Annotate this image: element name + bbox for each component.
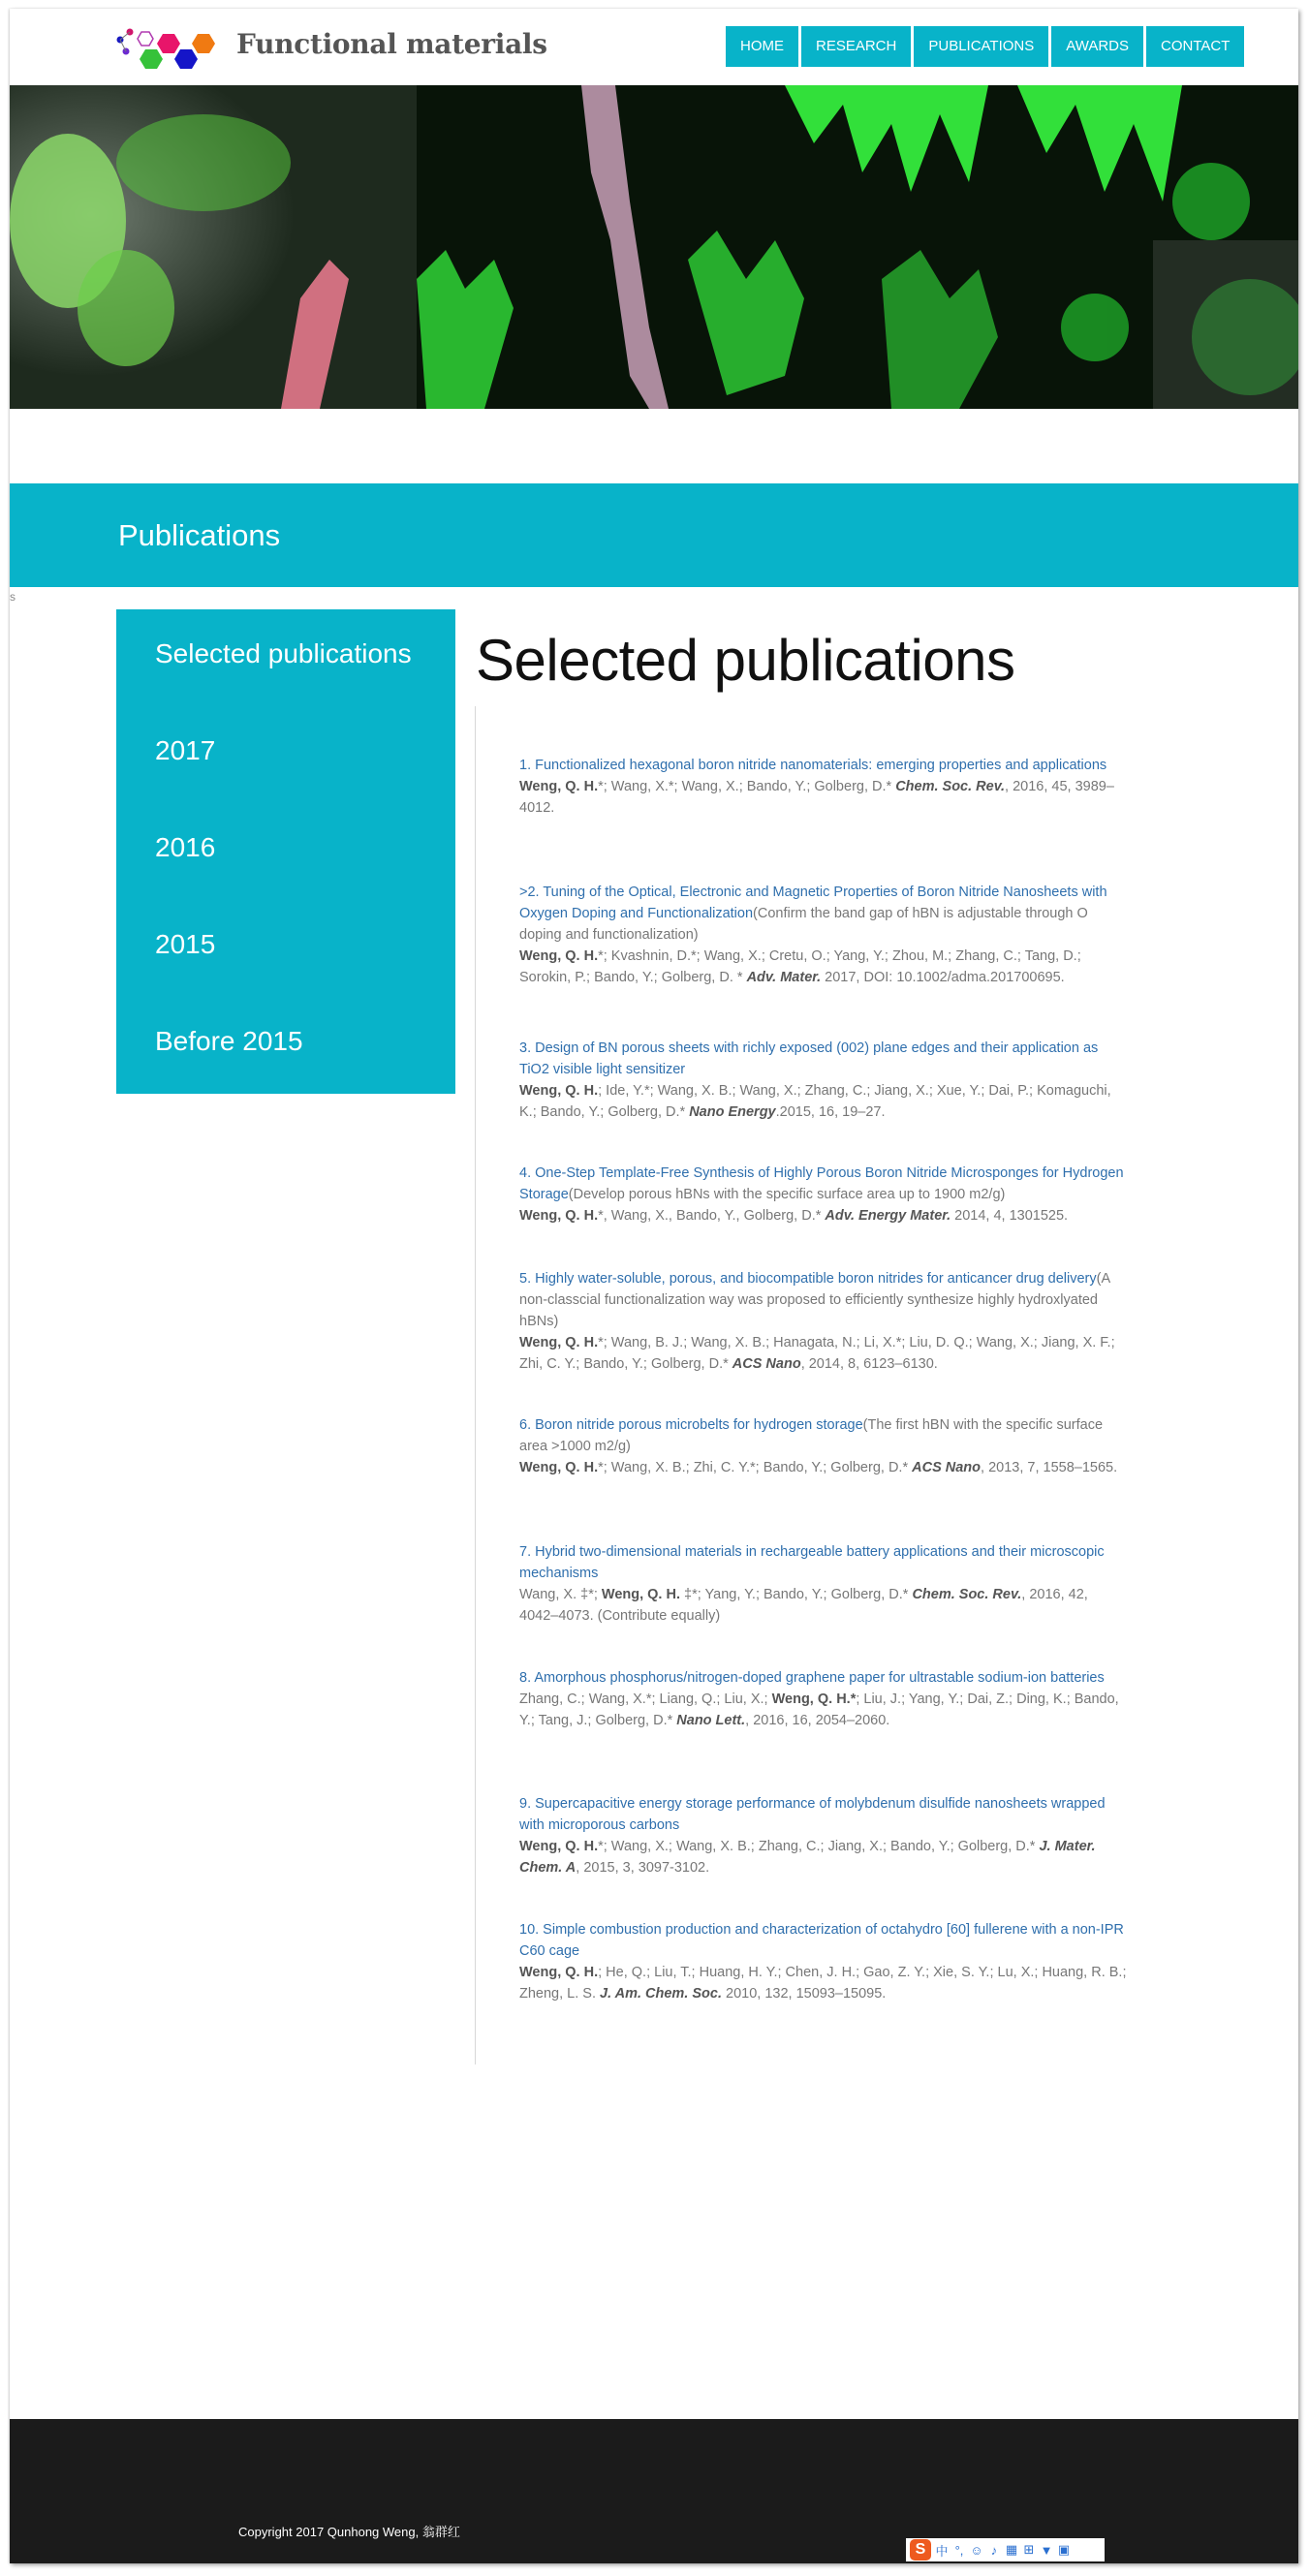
journal-name: ACS Nano xyxy=(912,1460,982,1475)
authors-prefix: Zhang, C.; Wang, X.*; Liang, Q.; Liu, X.; xyxy=(519,1691,772,1707)
publication-title-link[interactable]: 9. Supercapacitive energy storage performance of molybdenum disulfide nanosheets wrapped with microporous carbons xyxy=(519,1796,1106,1833)
publication-title-link[interactable]: 8. Amorphous phosphorus/nitrogen-doped graphene paper for ultrastable sodium-ion batteries xyxy=(519,1670,1105,1686)
authors: ; He, Q.; Liu, T.; Huang, H. Y.; Chen, J. H.; Gao, Z. Y.; Xie, S. Y.; Lu, X.; Huang, R. B.; Zheng, L. S. xyxy=(519,1965,1127,2002)
sidebar-item-2015[interactable]: 2015 xyxy=(155,929,216,959)
citation: , 2014, 8, 6123–6130. xyxy=(800,1356,938,1372)
journal-name: Nano Lett. xyxy=(676,1713,746,1728)
sidebar-item-before-2015[interactable]: Before 2015 xyxy=(155,1026,303,1056)
ime-toolbar[interactable] xyxy=(906,2538,1105,2561)
sidebar-item-2017[interactable]: 2017 xyxy=(155,735,216,765)
authors: *; Wang, X.*; Wang, X.; Bando, Y.; Golberg, D.* xyxy=(598,779,896,794)
publication-item xyxy=(519,1163,1130,1226)
citation: 2017, DOI: 10.1002/adma.201700695. xyxy=(821,970,1065,985)
author-highlight: Weng, Q. H. xyxy=(519,1839,599,1854)
page-frame xyxy=(10,9,1298,2563)
publication-item xyxy=(519,1667,1130,1731)
sidebar-item-selected-publications[interactable]: Selected publications xyxy=(155,638,412,668)
site-footer xyxy=(10,2419,1298,2563)
journal-name: Chem. Soc. Rev. xyxy=(912,1587,1022,1602)
sogou-ime-icon[interactable]: S xyxy=(910,2539,931,2560)
publication-title-link[interactable]: 7. Hybrid two-dimensional materials in rechargeable battery applications and their microscopic mechanisms xyxy=(519,1544,1105,1581)
journal-name: Nano Energy xyxy=(689,1104,776,1120)
toolbox-icon[interactable]: ⊞ xyxy=(1023,2542,1035,2557)
author-highlight: Weng, Q. H. xyxy=(519,948,599,964)
journal-name: J. Am. Chem. Soc. xyxy=(600,1986,722,2002)
citation: , 2016, 45, 3989–4012. xyxy=(519,779,1114,816)
content-divider xyxy=(475,706,476,2064)
citation: 2010, 132, 15093–15095. xyxy=(722,1986,887,2002)
citation: , 2016, 16, 2054–2060. xyxy=(745,1713,890,1728)
journal-name: ACS Nano xyxy=(732,1356,801,1372)
citation: , 2015, 3, 3097-3102. xyxy=(576,1860,710,1876)
skin-icon[interactable]: ▼ xyxy=(1040,2542,1053,2558)
publication-item xyxy=(519,882,1130,988)
authors: *, Wang, X., Bando, Y., Golberg, D.* xyxy=(598,1208,826,1224)
publication-title-link[interactable]: >2. Tuning of the Optical, Electronic and Magnetic Properties of Boron Nitride Nanosheets with Oxygen Doping and Functionalization xyxy=(519,885,1107,921)
hexagon-logo-icon[interactable] xyxy=(114,26,231,73)
page-title: Publications xyxy=(118,518,281,552)
author-highlight: Weng, Q. H. xyxy=(519,779,599,794)
publication-item xyxy=(519,755,1130,819)
authors: *; Wang, X. B.; Zhi, C. Y.*; Bando, Y.; Golberg, D.* xyxy=(598,1460,913,1475)
publication-note: (The first hBN with the specific surface area >1000 m2/g) xyxy=(519,1417,1104,1454)
author-highlight: Weng, Q. H.* xyxy=(771,1691,857,1707)
publication-item xyxy=(519,1414,1130,1478)
journal-name: J. Mater. Chem. A xyxy=(519,1839,1096,1876)
publication-title-link[interactable]: 4. One-Step Template-Free Synthesis of Highly Porous Boron Nitride Microsponges for Hydrogen Storage xyxy=(519,1165,1124,1202)
author-highlight: Weng, Q. H. xyxy=(519,1083,599,1099)
author-highlight: Weng, Q. H. xyxy=(519,1460,599,1475)
publication-title-link[interactable]: 1. Functionalized hexagonal boron nitride nanomaterials: emerging properties and applications xyxy=(519,758,1107,773)
main-heading: Selected publications xyxy=(476,628,1015,693)
microphone-icon[interactable]: ♪ xyxy=(990,2542,998,2558)
publication-note: (A non-classcial functionalization way was proposed to efficiently synthesize highly hydroxlyated hBNs) xyxy=(519,1271,1110,1329)
site-title[interactable]: Functional materials xyxy=(236,28,547,60)
citation: , 2016, 42, 4042–4073. (Contribute equally) xyxy=(519,1587,1088,1624)
page-title-bar xyxy=(10,483,1298,587)
publication-title-link[interactable]: 3. Design of BN porous sheets with richly exposed (002) plane edges and their application as TiO2 visible light sensitizer xyxy=(519,1040,1099,1077)
nav-contact[interactable]: CONTACT xyxy=(1146,26,1244,67)
stray-text: s xyxy=(10,590,16,604)
hero-banner-image xyxy=(10,85,1298,409)
nav-research[interactable]: RESEARCH xyxy=(801,26,911,67)
author-highlight: Weng, Q. H. xyxy=(601,1587,680,1602)
banner-artwork xyxy=(10,85,1298,409)
publication-note: (Confirm the band gap of hBN is adjustable through O doping and functionalization) xyxy=(519,906,1088,943)
author-highlight: Weng, Q. H. xyxy=(519,1965,599,1980)
authors: ‡*; Yang, Y.; Bando, Y.; Golberg, D.* xyxy=(680,1587,913,1602)
journal-name: Adv. Mater. xyxy=(746,970,822,985)
author-highlight: Weng, Q. H. xyxy=(519,1208,599,1224)
publications-sidebar xyxy=(116,609,455,1094)
citation: 2014, 4, 1301525. xyxy=(951,1208,1069,1224)
authors: *; Wang, X.; Wang, X. B.; Zhang, C.; Jiang, X.; Bando, Y.; Golberg, D.* xyxy=(598,1839,1040,1854)
nav-awards[interactable]: AWARDS xyxy=(1051,26,1143,67)
authors: *; Kvashnin, D.*; Wang, X.; Cretu, O.; Yang, Y.; Zhou, M.; Zhang, C.; Tang, D.; Sorokin, P.; Bando, Y.; Golberg, D. * xyxy=(519,948,1081,985)
authors: *; Wang, B. J.; Wang, X. B.; Hanagata, N.; Li, X.*; Liu, D. Q.; Wang, X.; Jiang, X. F.; Zhi, C. Y.; Bando, Y.; Golberg, D.* xyxy=(519,1335,1115,1372)
publication-note: (Develop porous hBNs with the specific surface area up to 1900 m2/g) xyxy=(568,1187,1006,1202)
ime-mode-toggle[interactable]: 中 xyxy=(935,2543,949,2559)
authors-prefix: Wang, X. ‡*; xyxy=(519,1587,602,1602)
publication-title-link[interactable]: 10. Simple combustion production and characterization of octahydro [60] fullerene with a non-IPR C60 cage xyxy=(519,1922,1124,1959)
citation: , 2013, 7, 1558–1565. xyxy=(981,1460,1118,1475)
publication-item xyxy=(519,1793,1130,1878)
journal-name: Chem. Soc. Rev. xyxy=(895,779,1006,794)
publication-title-link[interactable]: 5. Highly water-soluble, porous, and biocompatible boron nitrides for anticancer drug delivery xyxy=(519,1271,1097,1287)
nav-publications[interactable]: PUBLICATIONS xyxy=(914,26,1048,67)
publication-item xyxy=(519,1541,1130,1627)
authors: ; Liu, J.; Yang, Y.; Dai, Z.; Ding, K.; Bando, Y.; Tang, J.; Golberg, D.* xyxy=(519,1691,1119,1728)
keyboard-icon[interactable]: ▦ xyxy=(1005,2542,1018,2557)
site-header xyxy=(10,9,1298,85)
grid-menu-icon[interactable]: ▣ xyxy=(1057,2542,1071,2557)
author-highlight: Weng, Q. H. xyxy=(519,1335,599,1350)
publication-item xyxy=(519,1268,1130,1375)
sidebar-item-2016[interactable]: 2016 xyxy=(155,832,216,862)
nav-home[interactable]: HOME xyxy=(726,26,798,67)
authors: ; Ide, Y.*; Wang, X. B.; Wang, X.; Zhang, C.; Jiang, X.; Xue, Y.; Dai, P.; Komaguchi, K.; Bando, Y.; Golberg, D.* xyxy=(519,1083,1111,1120)
punctuation-icon[interactable]: °, xyxy=(954,2542,964,2558)
copyright-text: Copyright 2017 Qunhong Weng, 翁群红 xyxy=(238,2525,460,2539)
citation: .2015, 16, 19–27. xyxy=(775,1104,886,1120)
publication-item xyxy=(519,1038,1130,1123)
emoji-icon[interactable]: ☺ xyxy=(970,2542,983,2558)
main-nav xyxy=(726,26,1244,67)
journal-name: Adv. Energy Mater. xyxy=(825,1208,951,1224)
publication-title-link[interactable]: 6. Boron nitride porous microbelts for hydrogen storage xyxy=(519,1417,863,1433)
publication-item xyxy=(519,1919,1130,2004)
